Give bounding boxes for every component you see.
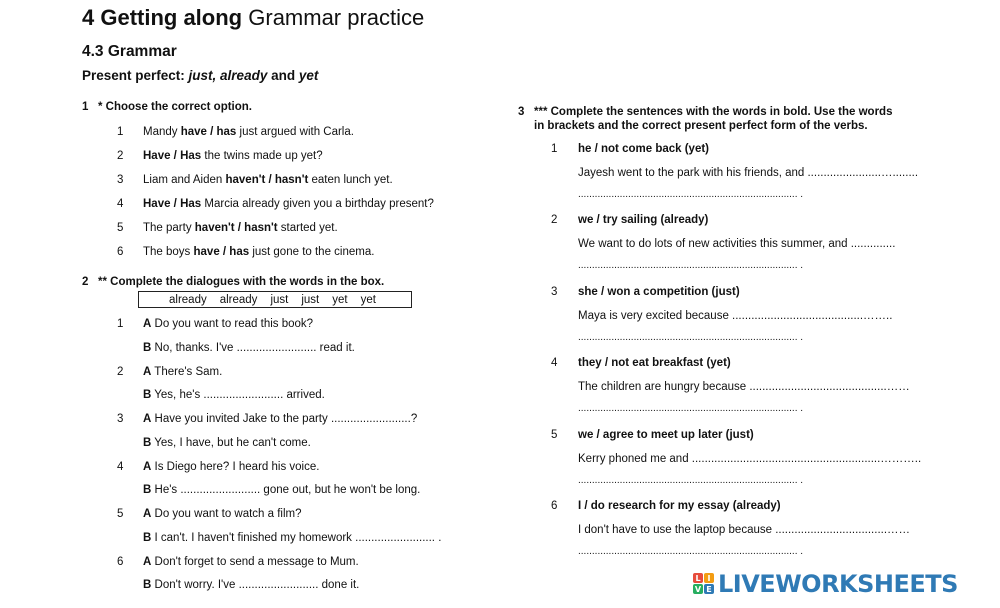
- dialogue-text: Do you want to watch a film?: [151, 508, 302, 520]
- speaker-label: B: [143, 579, 152, 592]
- ex1-item-text: eaten lunch yet.: [308, 173, 393, 186]
- ex2-dialogue-line: [143, 461, 319, 473]
- word-box: [138, 291, 412, 308]
- page-title: [82, 5, 424, 31]
- dialogue-text: There's Sam.: [151, 365, 223, 378]
- speaker-label: A: [143, 460, 152, 473]
- liveworksheets-logo: [693, 571, 958, 597]
- ex1-item-text: The boys: [143, 245, 194, 258]
- ex3-prompt: she / won a competition (just): [578, 285, 740, 298]
- ex1-item: [143, 174, 393, 186]
- ex2-dialogue-line: [143, 484, 420, 496]
- logo-mark-tile: I: [704, 573, 714, 583]
- ex3-item-number: 3: [551, 285, 558, 298]
- ex1-option-choice[interactable]: have / has: [193, 245, 250, 258]
- ex1-item: [143, 222, 338, 234]
- ex3-continuation-blank[interactable]: ............................................................................... .: [578, 403, 804, 415]
- ex3-prompt: I / do research for my essay (already): [578, 500, 781, 512]
- dialogue-text: Do you want to read this book?: [151, 318, 314, 330]
- topic-prefix: Present perfect:: [82, 68, 189, 83]
- word-box-word: yet: [360, 293, 376, 306]
- dialogue-text: Don't forget to send a message to Mum.: [151, 555, 359, 568]
- ex3-continuation-blank[interactable]: ............................................................................... .: [578, 474, 804, 486]
- dialogue-text: Yes, he's ......................... arrived.: [151, 389, 325, 402]
- ex2-item-number: 4: [117, 460, 124, 473]
- dialogue-text: No, thanks. I've ......................... read it.: [151, 341, 355, 354]
- ex3-prompt: they / not eat breakfast (yet): [578, 357, 731, 370]
- ex1-item-text: Mandy: [143, 126, 181, 138]
- ex1-item-text: started yet.: [277, 221, 338, 234]
- dialogue-text: Is Diego here? I heard his voice.: [151, 460, 320, 473]
- ex2-number: 2: [82, 276, 89, 288]
- ex2-dialogue-line: [143, 413, 417, 425]
- speaker-label: B: [143, 531, 152, 544]
- title-unit: 4 Getting along: [82, 5, 243, 30]
- ex1-option-choice[interactable]: Have / Has: [143, 197, 202, 210]
- speaker-label: B: [143, 436, 152, 449]
- title-subtitle: Grammar practice: [248, 5, 425, 30]
- ex3-item-number: 1: [551, 143, 558, 155]
- ex1-item: [143, 198, 434, 210]
- ex2-dialogue-line: [143, 532, 441, 544]
- ex2-dialogue-line: [143, 556, 359, 568]
- ex1-item-number: 2: [117, 149, 124, 162]
- ex1-item-number: 5: [117, 221, 124, 234]
- dialogue-text: Have you invited Jake to the party .........................?: [151, 413, 418, 425]
- logo-mark-tile: E: [704, 584, 714, 594]
- ex2-item-number: 6: [117, 555, 124, 568]
- logo-mark-tile: L: [693, 573, 703, 583]
- ex3-sentence-blank[interactable]: Kerry phoned me and ...........................................................………..: [578, 452, 922, 465]
- speaker-label: B: [143, 484, 152, 497]
- ex1-option-choice[interactable]: have / has: [180, 126, 237, 138]
- topic-and: and: [267, 68, 299, 83]
- ex1-item-text: the twins made up yet?: [201, 149, 323, 162]
- ex1-item-number: 1: [117, 126, 124, 138]
- ex2-dialogue-line: [143, 366, 222, 378]
- speaker-label: B: [143, 389, 152, 402]
- ex3-prompt: we / try sailing (already): [578, 214, 709, 227]
- ex2-dialogue-line: [143, 508, 302, 520]
- speaker-label: B: [143, 341, 152, 354]
- topic-title: [82, 68, 318, 83]
- ex1-item-number: 3: [117, 173, 124, 186]
- ex3-item-number: 4: [551, 357, 558, 370]
- dialogue-text: I can't. I haven't finished my homework ......................... .: [151, 531, 442, 544]
- ex1-item-text: Marcia already given you a birthday present?: [201, 197, 434, 210]
- ex1-item-number: 6: [117, 245, 124, 258]
- ex3-sentence-blank[interactable]: The children are hungry because ...........................................……: [578, 381, 910, 394]
- ex1-instruction: * Choose the correct option.: [98, 101, 252, 113]
- ex3-prompt: we / agree to meet up later (just): [578, 428, 754, 441]
- ex2-dialogue-line: [143, 318, 313, 330]
- ex2-item-number: 2: [117, 365, 124, 378]
- ex3-continuation-blank[interactable]: ............................................................................... .: [578, 546, 804, 557]
- topic-italic-words: just, already: [188, 68, 268, 83]
- ex3-continuation-blank[interactable]: ............................................................................... .: [578, 260, 804, 272]
- speaker-label: A: [143, 555, 152, 568]
- ex3-sentence-blank[interactable]: Maya is very excited because .........................................……..: [578, 309, 893, 322]
- logo-text: LIVEWORKSHEETS: [718, 570, 958, 598]
- dialogue-text: He's ......................... gone out, but he won't be long.: [151, 484, 421, 497]
- word-box-word: just: [301, 293, 320, 306]
- ex1-option-choice[interactable]: Have / Has: [143, 149, 202, 162]
- ex3-sentence-blank[interactable]: I don't have to use the laptop because ...................................……: [578, 524, 911, 536]
- ex1-item-text: just gone to the cinema.: [249, 245, 375, 258]
- dialogue-text: Don't worry. I've ......................... done it.: [151, 579, 360, 592]
- ex2-dialogue-line: [143, 437, 311, 449]
- word-box-word: already: [169, 293, 207, 306]
- word-box-word: already: [219, 293, 258, 306]
- topic-yet: yet: [298, 68, 319, 83]
- speaker-label: A: [143, 365, 152, 378]
- ex2-dialogue-line: [143, 579, 359, 591]
- ex3-number: 3: [518, 106, 525, 118]
- ex3-item-number: 2: [551, 214, 558, 227]
- ex1-item: [143, 150, 323, 162]
- ex3-instruction-line1: *** Complete the sentences with the words in bold. Use the words: [534, 106, 893, 118]
- section-title: 4.3 Grammar: [82, 43, 177, 60]
- logo-mark-tile: V: [694, 584, 702, 594]
- ex3-item-number: 6: [551, 500, 558, 512]
- ex3-continuation-blank[interactable]: ............................................................................... .: [578, 331, 804, 343]
- ex1-item-text: The party: [143, 221, 195, 234]
- logo-mark-icon: [693, 573, 715, 595]
- ex3-continuation-blank[interactable]: ............................................................................... .: [578, 189, 804, 200]
- ex2-instruction: ** Complete the dialogues with the words in the box.: [98, 276, 385, 288]
- ex1-item-text: Liam and Aiden: [143, 173, 226, 186]
- speaker-label: A: [143, 413, 152, 425]
- ex2-dialogue-line: [143, 389, 325, 401]
- ex3-instruction-line2: in brackets and the correct present perfect form of the verbs.: [534, 120, 868, 132]
- ex1-number: 1: [82, 101, 89, 113]
- ex3-prompt: he / not come back (yet): [578, 143, 710, 155]
- speaker-label: A: [143, 318, 152, 330]
- ex2-item-number: 1: [117, 318, 124, 330]
- ex1-item: [143, 246, 374, 258]
- ex2-item-number: 5: [117, 508, 124, 520]
- ex2-item-number: 3: [117, 413, 124, 425]
- word-box-word: just: [270, 293, 289, 306]
- ex1-item: [143, 126, 354, 138]
- ex1-option-choice[interactable]: haven't / hasn't: [225, 173, 309, 186]
- ex2-dialogue-line: [143, 342, 355, 354]
- ex3-item-number: 5: [551, 428, 558, 441]
- word-box-word: yet: [332, 293, 348, 306]
- speaker-label: A: [143, 508, 152, 520]
- ex1-item-text: just argued with Carla.: [236, 126, 354, 138]
- ex1-item-number: 4: [117, 197, 124, 210]
- dialogue-text: Yes, I have, but he can't come.: [151, 436, 311, 449]
- ex3-sentence-blank[interactable]: We want to do lots of new activities this summer, and ..............: [578, 238, 896, 251]
- ex3-sentence-blank[interactable]: Jayesh went to the park with his friends, and .......................…........: [578, 167, 919, 179]
- ex1-option-choice[interactable]: haven't / hasn't: [194, 221, 278, 234]
